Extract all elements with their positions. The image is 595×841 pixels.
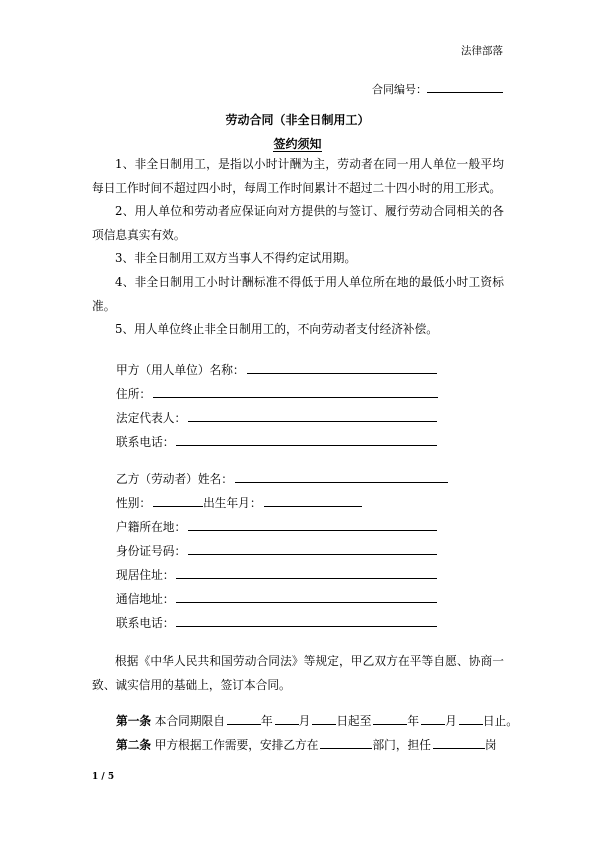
party-b-phone-blank (176, 613, 437, 627)
party-b-hukou-label: 户籍所在地： (116, 520, 187, 534)
article-2-text-2: 部门，担任 (372, 738, 431, 752)
party-b-mail-blank (176, 589, 437, 603)
party-b-birth-label: 出生年月： (203, 496, 262, 510)
party-a-phone-field (116, 432, 437, 450)
article-1-start-day-blank (312, 711, 336, 725)
party-b-hukou-blank (188, 517, 437, 531)
party-a-address-field (116, 384, 438, 402)
party-a-address-label: 住所： (116, 387, 152, 401)
party-a-legal-rep-label: 法定代表人： (116, 411, 187, 425)
article-1-text-1: 本合同期限自 (154, 714, 225, 728)
article-1-text-3: 月 (298, 714, 311, 728)
article-1-start-month-blank (275, 711, 299, 725)
party-a-phone-label: 联系电话： (116, 435, 175, 449)
party-b-residence-label: 现居住址： (116, 568, 175, 582)
article-1-text-4: 日起至 (336, 714, 372, 728)
article-1-heading: 第一条 (116, 714, 152, 728)
notice-item-3: 3、非全日制用工双方当事人不得约定试用期。 (115, 251, 357, 265)
article-2-heading: 第二条 (116, 738, 152, 752)
party-b-name-field (116, 469, 448, 487)
notice-item-1: 1、非全日制用工，是指以小时计酬为主，劳动者在同一用人单位一般平均每日工作时间不超过四小时，每周工作时间累计不超过二十四小时的用工形式。 (92, 157, 504, 195)
contract-number-line (372, 79, 503, 97)
party-b-mail-field (116, 589, 437, 607)
party-a-name-field (116, 360, 437, 378)
notice-item-4: 4、非全日制用工小时计酬标准不得低于用人单位所在地的最低小时工资标准。 (92, 275, 504, 313)
party-a-name-blank (247, 360, 437, 374)
article-2-department-blank (320, 735, 372, 749)
notice-item-2: 2、用人单位和劳动者应保证向对方提供的与签订、履行劳动合同相关的各项信息真实有效。 (92, 204, 504, 242)
article-2-text-1: 甲方根据工作需要，安排乙方在 (154, 738, 319, 752)
article-2 (116, 735, 497, 753)
party-b-gender-blank (153, 493, 203, 507)
party-b-phone-field (116, 613, 437, 631)
preamble: 根据《中华人民共和国劳动合同法》等规定，甲乙双方在平等自愿、协商一致、诚实信用的基础上，签订本合同。 (92, 654, 504, 692)
party-b-name-blank (235, 469, 448, 483)
notice-item-5: 5、用人单位终止非全日制用工的，不向劳动者支付经济补偿。 (115, 322, 438, 336)
party-b-hukou-field (116, 517, 437, 535)
contract-number-blank (427, 79, 503, 93)
page-number: 1 / 5 (92, 772, 115, 782)
article-1 (116, 711, 518, 729)
article-1-end-year-blank (373, 711, 407, 725)
notice-title (0, 135, 595, 152)
contract-number-label: 合同编号： (372, 83, 427, 96)
article-1-start-year-blank (227, 711, 261, 725)
party-b-birth-blank (264, 493, 362, 507)
article-1-text-2: 年 (260, 714, 273, 728)
party-b-id-field (116, 541, 437, 559)
article-1-end-month-blank (421, 711, 445, 725)
party-b-id-label: 身份证号码： (116, 544, 187, 558)
article-1-text-6: 月 (445, 714, 457, 728)
header-brand: 法律部落 (461, 45, 503, 57)
article-1-text-7: 日止。 (482, 714, 518, 728)
document-title: 劳动合同（非全日制用工） (225, 113, 370, 127)
article-2-text-3: 岗 (484, 738, 497, 752)
party-b-residence-blank (176, 565, 437, 579)
article-1-text-5: 年 (407, 714, 420, 728)
party-b-name-label: 乙方（劳动者）姓名： (116, 472, 233, 486)
party-a-legal-rep-field (116, 408, 437, 426)
party-b-id-blank (188, 541, 437, 555)
article-1-end-day-blank (459, 711, 483, 725)
party-a-phone-blank (176, 432, 437, 446)
party-a-legal-rep-blank (188, 408, 437, 422)
party-b-gender-label: 性别： (116, 496, 152, 510)
party-a-name-label: 甲方（用人单位）名称： (116, 363, 245, 377)
party-a-address-blank (153, 384, 438, 398)
party-b-mail-label: 通信地址： (116, 592, 175, 606)
party-b-gender-birth-field (116, 493, 362, 511)
notice-title-text: 签约须知 (273, 137, 322, 151)
article-2-position-blank (433, 735, 485, 749)
party-b-phone-label: 联系电话： (116, 616, 175, 630)
party-b-residence-field (116, 565, 437, 583)
